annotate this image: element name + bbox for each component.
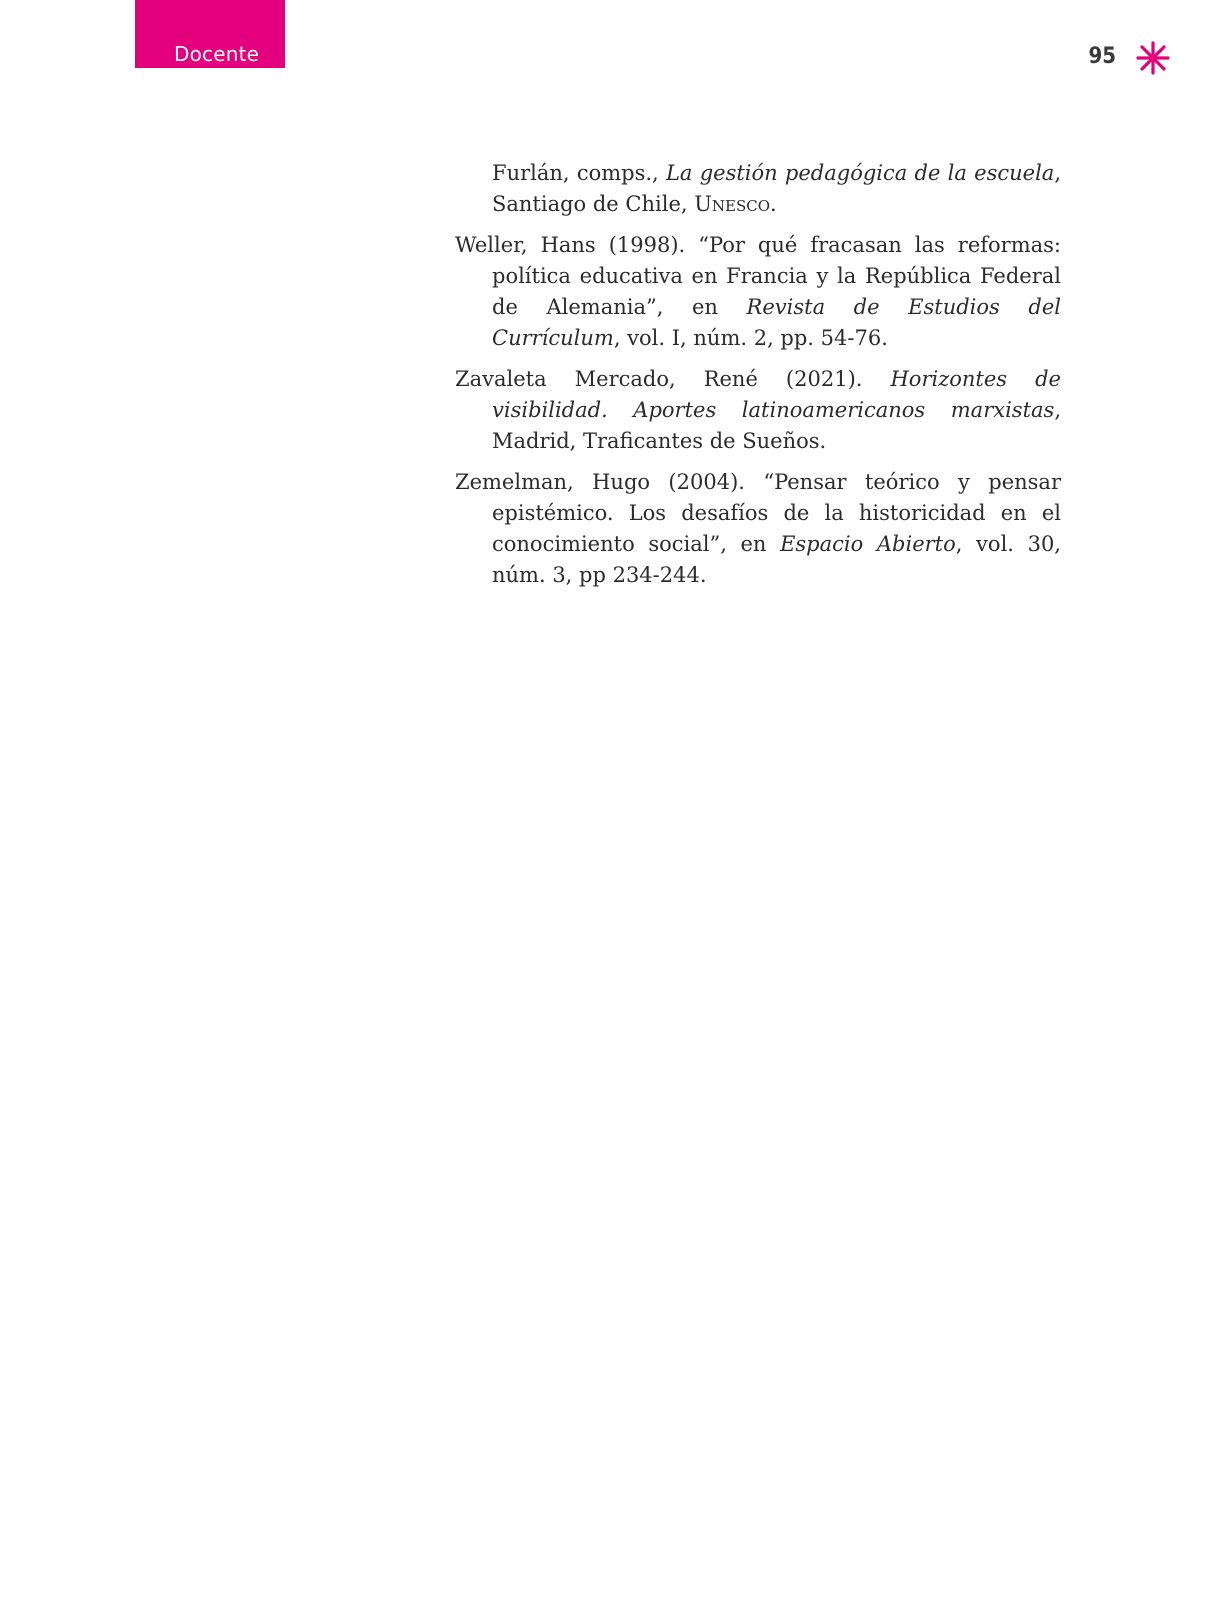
reference-title: Espacio Abierto <box>780 532 956 556</box>
reference-entry <box>455 230 1061 354</box>
reference-publisher: Unesco <box>694 192 771 216</box>
reference-text: Weller, Hans (1998). “Por qué fracasan las reformas: política educativa en Francia y la República Federal de Alemania”, en <box>455 233 1061 319</box>
reference-text: Furlán, comps., <box>492 161 666 185</box>
reference-text: , vol. I, núm. 2, pp. 54-76. <box>613 326 888 350</box>
reference-title: Revista de Estudios del Currículum <box>492 295 1061 350</box>
section-tab <box>135 0 285 68</box>
reference-entry <box>455 467 1061 591</box>
reference-text: , Madrid, Traficantes de Sueños. <box>492 398 1061 453</box>
reference-entry <box>455 158 1061 220</box>
page-number: 95 <box>1088 44 1116 69</box>
reference-entry <box>455 364 1061 457</box>
asterisk-icon <box>1135 40 1171 76</box>
reference-list <box>455 158 1061 601</box>
reference-title: Horizontes de visibilidad. Aportes latinoamericanos marxistas <box>492 367 1061 422</box>
reference-text: , Santiago de Chile, <box>492 161 1062 216</box>
reference-text: Zemelman, Hugo (2004). “Pensar teórico y pensar epistémico. Los desafíos de la historicidad en el conocimiento social”, en <box>455 470 1061 556</box>
reference-text: Zavaleta Mercado, René (2021). <box>455 367 891 391</box>
reference-text: , vol. 30, núm. 3, pp 234-244. <box>492 532 1061 587</box>
reference-title: La gestión pedagógica de la escuela <box>665 161 1055 185</box>
reference-text: . <box>770 192 777 216</box>
section-label: Docente <box>174 42 260 66</box>
